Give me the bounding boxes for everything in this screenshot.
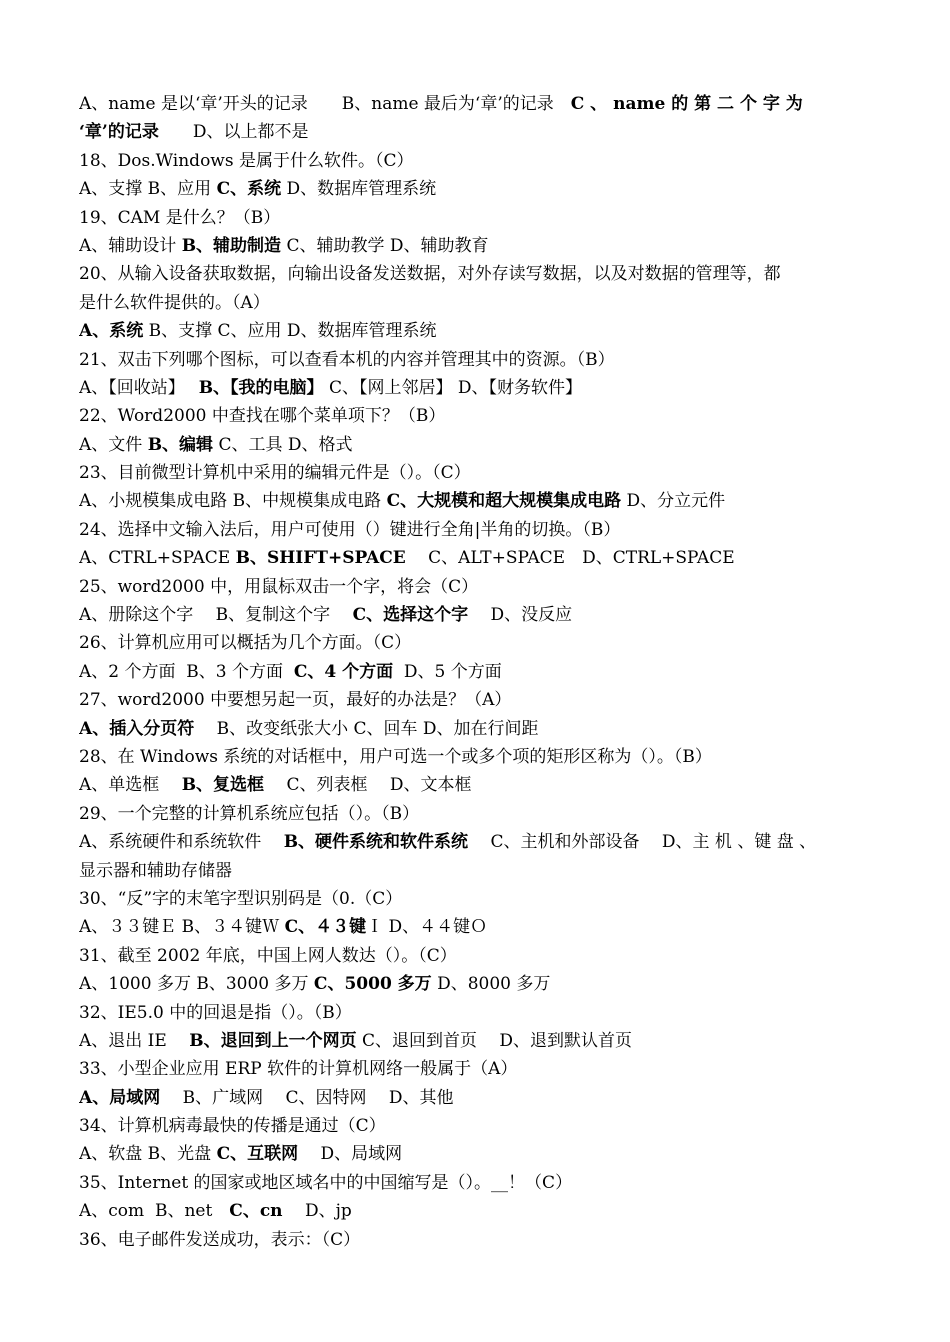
line-text: D、分立元件	[621, 491, 726, 512]
line-text: C、主机和外部设备 D、主 机 、键 盘 、	[468, 832, 817, 853]
answer-text: ‘章’的记录	[79, 122, 159, 143]
text-line	[79, 118, 878, 146]
answer-text: B、退回到上一个网页	[189, 1030, 357, 1051]
line-text: 19、CAM 是什么？（B）	[79, 207, 281, 228]
line-text: A、2 个方面 B、3 个方面	[79, 661, 294, 682]
answer-text: C 、 name 的 第 二 个 字 为	[570, 94, 803, 114]
line-text: 31、截至 2002 年底，中国上网人数达（）。（C）	[79, 945, 457, 966]
text-line	[79, 459, 878, 487]
text-line	[79, 1084, 878, 1112]
line-text: 是什么软件提供的。（A）	[79, 292, 270, 313]
line-text: C、ALT+SPACE D、CTRL+SPACE	[405, 548, 735, 569]
line-text: 26、计算机应用可以概括为几个方面。（C）	[79, 633, 412, 654]
answer-text: A、系统	[79, 321, 144, 342]
line-text: A、小规模集成电路 B、中规模集成电路	[79, 491, 387, 512]
answer-text: B、编辑	[147, 434, 214, 455]
line-text: A、com B、net	[79, 1201, 230, 1222]
line-text: D、局域网	[298, 1144, 403, 1165]
text-line	[79, 487, 878, 515]
answer-text: C、大规模和超大规模集成电路	[386, 491, 622, 512]
text-line	[79, 346, 878, 374]
text-line	[79, 1112, 878, 1140]
line-text: C、列表框 D、文本框	[264, 775, 472, 796]
answer-text: A、局域网	[79, 1087, 161, 1108]
line-text: 21、双击下列哪个图标，可以查看本机的内容并管理其中的资源。（B）	[79, 349, 615, 370]
text-line	[79, 1226, 878, 1254]
answer-text: C、系统	[216, 179, 282, 200]
answer-text: C、选择这个字	[352, 605, 469, 626]
line-text: D、jp	[282, 1201, 352, 1222]
line-text: D、数据库管理系统	[281, 179, 437, 200]
line-text: 35、Internet 的国家或地区域名中的中国缩写是（）。__！（C）	[79, 1172, 573, 1193]
text-line	[79, 800, 878, 828]
text-line	[79, 374, 878, 402]
line-text: C、【网上邻居】 D、【财务软件】	[323, 377, 583, 398]
answer-text: B、辅助制造	[181, 235, 282, 256]
text-line	[79, 743, 878, 771]
line-text: A、辅助设计	[79, 235, 182, 256]
answer-text: B、硬件系统和软件系统	[283, 832, 469, 853]
answer-text: A、插入分页符	[79, 718, 195, 739]
text-line	[79, 147, 878, 175]
line-text: D、8000 多万	[431, 974, 551, 995]
line-text: D、5 个方面	[393, 661, 502, 682]
line-text: 32、IE5.0 中的回退是指（）。（B）	[79, 1002, 352, 1023]
text-line	[79, 942, 878, 970]
line-text: 显示器和辅助存储器	[79, 860, 232, 881]
line-text: 34、计算机病毒最快的传播是通过（C）	[79, 1116, 386, 1137]
text-line	[79, 90, 878, 118]
text-line	[79, 516, 878, 544]
line-text: B、支撑 C、应用 D、数据库管理系统	[143, 321, 437, 342]
line-text: 20、从输入设备获取数据，向输出设备发送数据，对外存读写数据，以及对数据的管理等，都	[79, 264, 781, 285]
line-text: A、软盘 B、光盘	[79, 1144, 217, 1165]
text-line	[79, 771, 878, 799]
line-text: C、辅助教学 D、辅助教育	[281, 235, 489, 256]
answer-text: B、【我的电脑】	[198, 377, 324, 398]
line-text: C、退回到首页 D、退到默认首页	[356, 1030, 633, 1051]
text-line	[79, 715, 878, 743]
line-text: 36、电子邮件发送成功，表示：（C）	[79, 1229, 361, 1250]
text-line	[79, 629, 878, 657]
line-text: 29、一个完整的计算机系统应包括（）。（B）	[79, 803, 420, 824]
line-text: 25、word2000 中，用鼠标双击一个字，将会（C）	[79, 576, 479, 597]
text-line	[79, 431, 878, 459]
line-text: 30、“反”字的末笔字型识别码是（0.（C）	[79, 888, 403, 909]
text-line	[79, 402, 878, 430]
line-text: B、广域网 C、因特网 D、其他	[160, 1087, 454, 1108]
answer-text: C、5000 多万	[313, 974, 432, 995]
answer-text: B、复选框	[181, 775, 265, 796]
text-line	[79, 1169, 878, 1197]
text-line	[79, 232, 878, 260]
text-line	[79, 175, 878, 203]
text-line	[79, 204, 878, 232]
line-text: B、改变纸张大小 C、回车 D、加在行间距	[194, 718, 539, 739]
text-line	[79, 658, 878, 686]
text-line	[79, 885, 878, 913]
answer-text: B、SHIFT+SPACE	[235, 548, 406, 569]
line-text: A、单选框	[79, 775, 182, 796]
line-text: A、【回收站】	[79, 377, 199, 398]
text-line	[79, 913, 878, 941]
text-line	[79, 970, 878, 998]
text-line	[79, 317, 878, 345]
answer-text: C、４３键	[284, 917, 367, 938]
line-text: A、name 是以‘章’开头的记录 B、name 最后为‘章’的记录	[79, 94, 571, 114]
text-line	[79, 1197, 878, 1225]
line-text: 18、Dos.Windows 是属于什么软件。（C）	[79, 150, 414, 171]
answer-text: C、互联网	[216, 1144, 299, 1165]
line-text: 24、选择中文输入法后，用户可使用（）键进行全角|半角的切换。（B）	[79, 519, 621, 540]
answer-text: C、4 个方面	[293, 661, 394, 682]
line-text: 27、word2000 中要想另起一页，最好的办法是？（A）	[79, 690, 512, 711]
line-text: 33、小型企业应用 ERP 软件的计算机网络一般属于（A）	[79, 1059, 518, 1080]
text-line	[79, 857, 878, 885]
text-line	[79, 1055, 878, 1083]
line-text: A、系统硬件和系统软件	[79, 832, 284, 853]
text-line	[79, 686, 878, 714]
line-text: 22、Word2000 中查找在哪个菜单项下？（B）	[79, 406, 446, 427]
line-text: 28、在 Windows 系统的对话框中，用户可选一个或多个项的矩形区称为（）。（B）	[79, 746, 712, 767]
line-text: A、1000 多万 B、3000 多万	[79, 974, 314, 995]
text-line	[79, 999, 878, 1027]
text-line	[79, 289, 878, 317]
line-text: A、册除这个字 B、复制这个字	[79, 605, 353, 626]
line-text: A、CTRL+SPACE	[79, 548, 236, 569]
text-line	[79, 1027, 878, 1055]
line-text: A、３３键Ｅ B、３４键Ｗ	[79, 917, 285, 938]
line-text: Ｉ D、４４键Ｏ	[366, 917, 488, 938]
text-line	[79, 601, 878, 629]
answer-text: C、cn	[229, 1201, 283, 1222]
line-text: D、没反应	[468, 605, 573, 626]
line-text: D、以上都不是	[158, 122, 309, 143]
text-line	[79, 573, 878, 601]
line-text: C、工具 D、格式	[213, 434, 353, 455]
line-text: A、文件	[79, 434, 148, 455]
line-text: A、支撑 B、应用	[79, 179, 217, 200]
text-line	[79, 828, 878, 856]
text-line	[79, 260, 878, 288]
text-line	[79, 544, 878, 572]
line-text: 23、目前微型计算机中采用的编辑元件是（）。（C）	[79, 463, 471, 484]
line-text: A、退出 IE	[79, 1030, 190, 1051]
text-line	[79, 1140, 878, 1168]
